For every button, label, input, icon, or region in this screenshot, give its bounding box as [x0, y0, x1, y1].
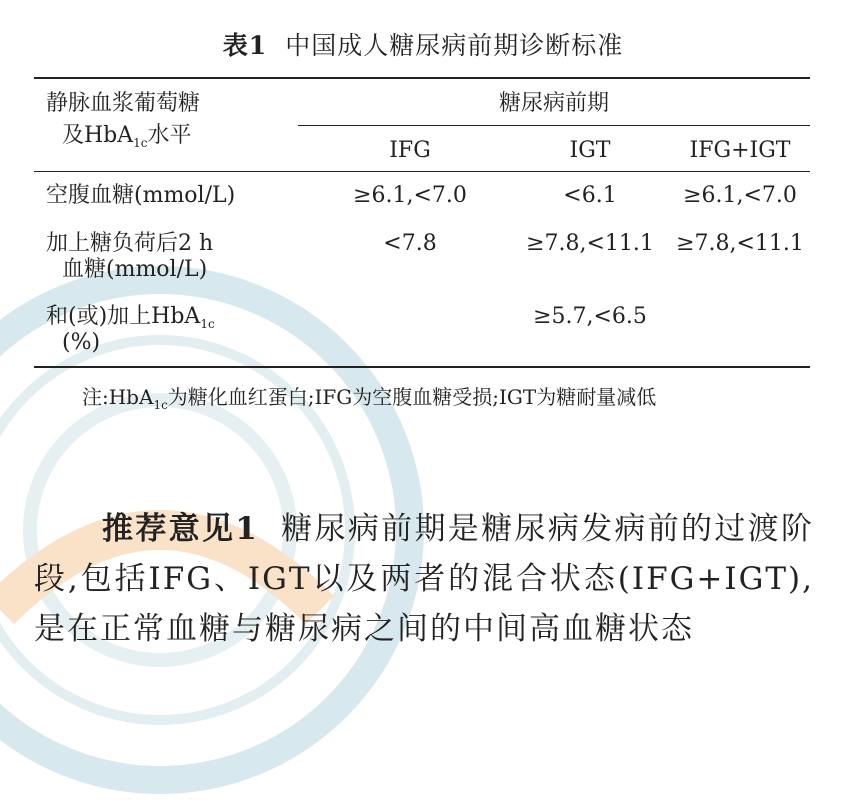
recommendation-label: 推荐意见1: [102, 511, 259, 547]
recommendation-text: 糖尿病前期是糖尿病发病前的过渡阶段,包括IFG、IGT以及两者的混合状态(IFG+IGT),是在正常血糖与糖尿病之间的中间高血糖状态: [34, 511, 814, 647]
row-label-post-load-line2: 血糖(mmol/L): [62, 257, 208, 282]
column-header-ifg: IFG: [389, 138, 431, 163]
row1-ifg-value: ≥6.1,<7.0: [353, 183, 467, 208]
column-header-ifg-igt: IFG+IGT: [689, 138, 791, 163]
row-label-fasting-glucose: 空腹血糖(mmol/L): [46, 183, 236, 208]
table-title: 中国成人糖尿病前期诊断标准: [285, 31, 624, 60]
table-header-rule: [34, 171, 810, 172]
table-footnote: 注:HbA$_{1c}$为糖化血红蛋白;IFG为空腹血糖受损;IGT为糖耐量减低: [82, 385, 657, 412]
table-group-rule: [298, 125, 810, 126]
table-number: 表1: [222, 31, 268, 60]
row1-igt-value: <6.1: [563, 183, 617, 208]
row2-ifg-value: <7.8: [383, 231, 437, 256]
row1-ifg-igt-value: ≥6.1,<7.0: [683, 183, 797, 208]
row-label-hba1c-line2: (%): [62, 330, 101, 355]
table-top-rule: [34, 77, 810, 79]
table-caption: [0, 26, 846, 62]
column-header-igt: IGT: [569, 138, 611, 163]
table-bottom-rule: [34, 366, 810, 368]
row2-igt-value: ≥7.8,<11.1: [526, 231, 654, 256]
recommendation-paragraph: [34, 504, 814, 654]
table-header-group: 糖尿病前期: [498, 91, 609, 116]
row-label-hba1c-line1: 和(或)加上HbA$_{1c}$: [46, 304, 215, 331]
table-header-row-label: [46, 90, 200, 117]
row2-ifg-igt-value: ≥7.8,<11.1: [676, 231, 804, 256]
row-label-post-load-line1: 加上糖负荷后2 h: [46, 231, 214, 256]
table-header-row-label-line2: 及HbA$_{1c}$水平: [62, 123, 192, 150]
header-label-line1: 静脉血浆葡萄糖: [46, 91, 201, 116]
row3-merged-value: ≥5.7,<6.5: [533, 304, 647, 329]
